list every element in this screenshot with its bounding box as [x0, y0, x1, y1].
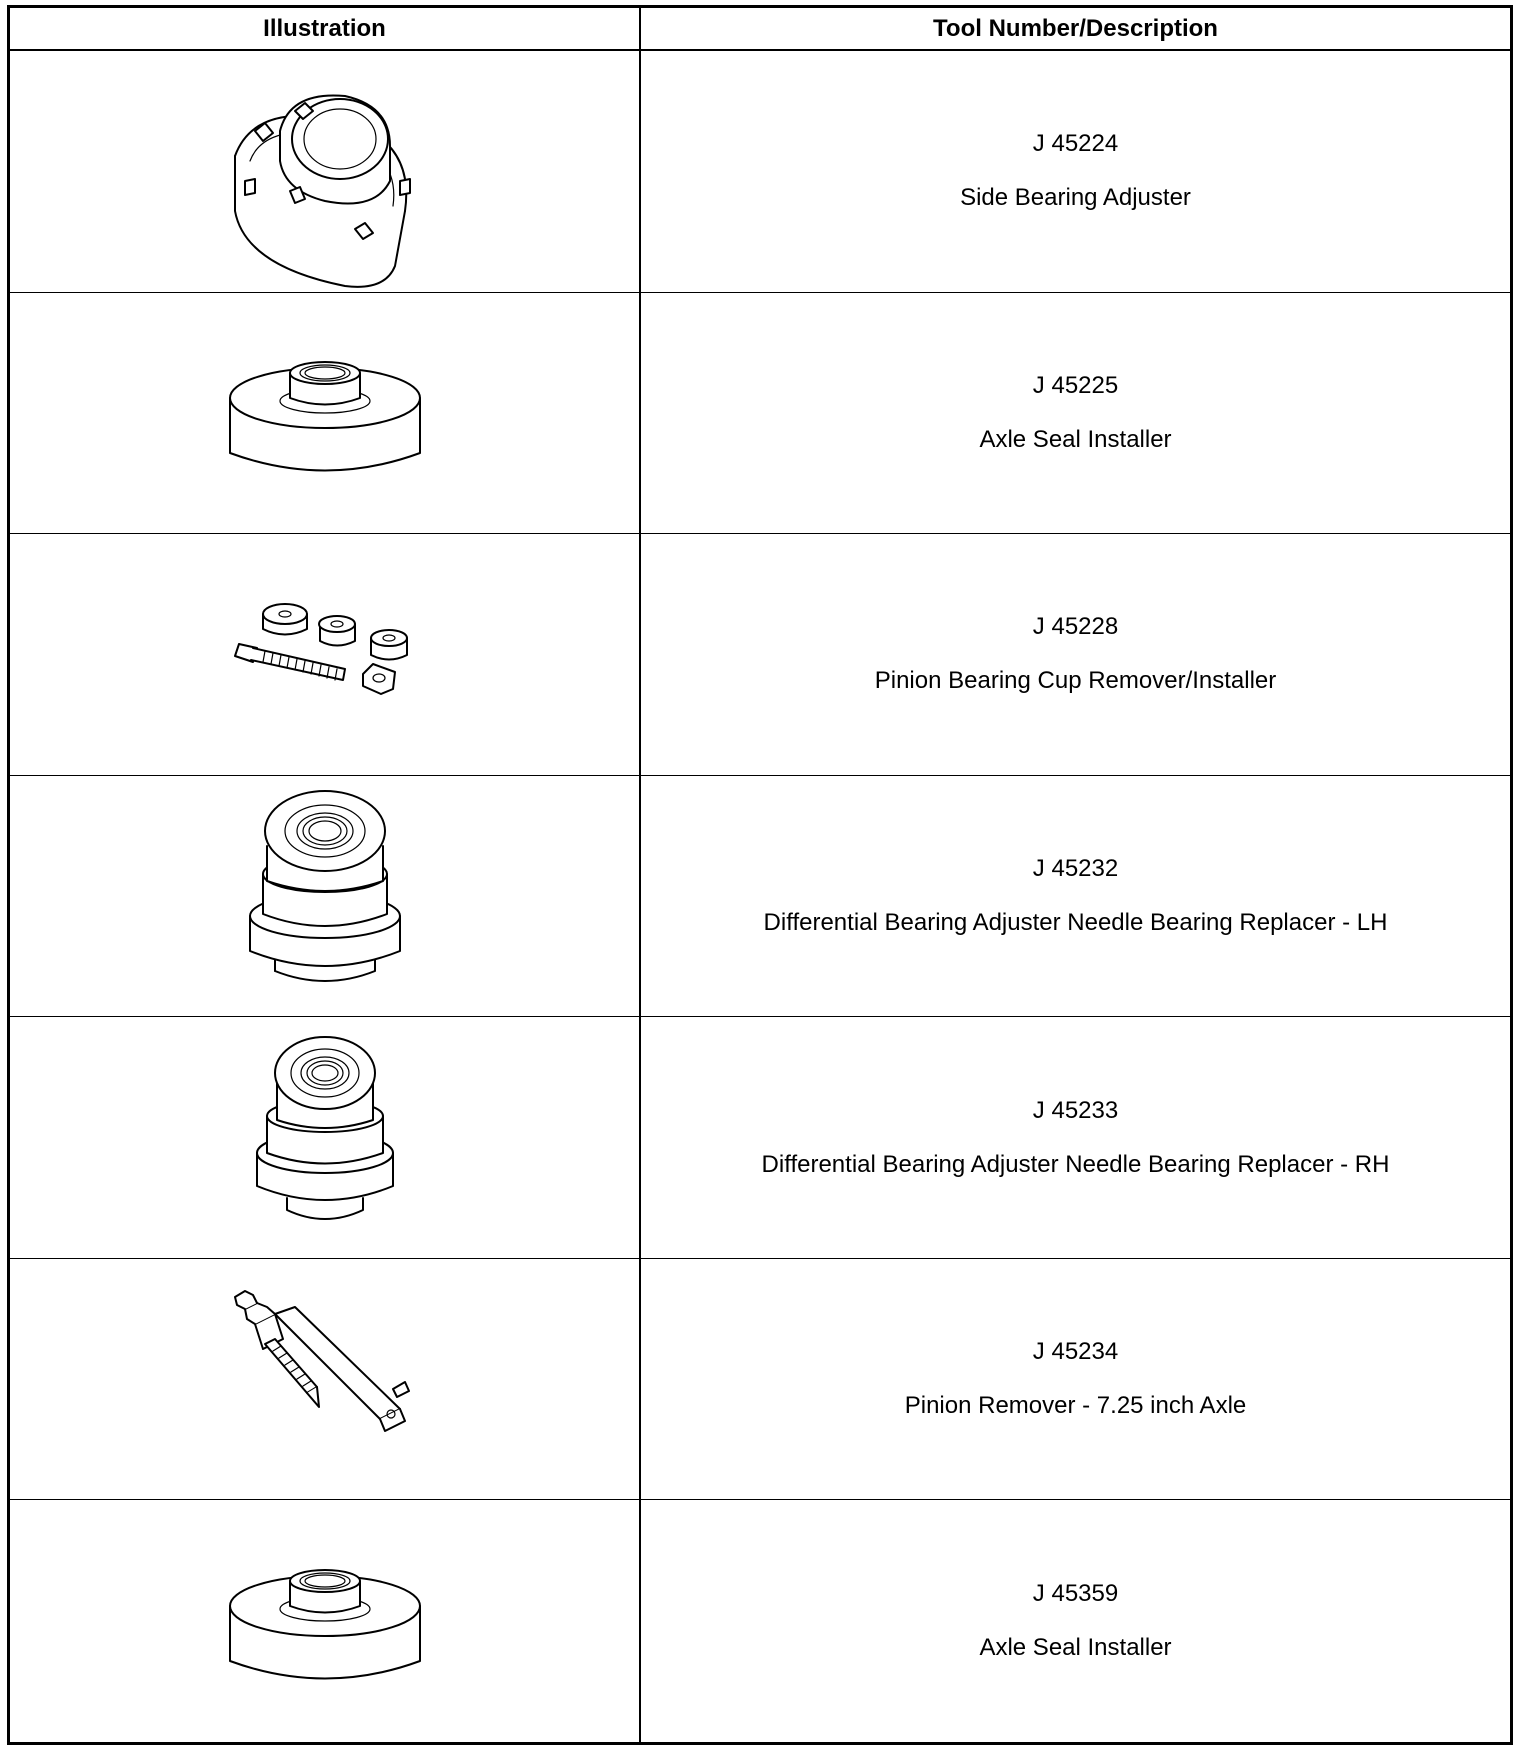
special-tools-table: [7, 5, 1513, 1745]
illustration-cell: [10, 51, 641, 293]
header-tool-number-description: Tool Number/Description: [641, 8, 1510, 51]
tool-description-cell: [641, 51, 1510, 293]
needle-bearing-replacer-rh-icon: [195, 1028, 455, 1248]
tool-description: Side Bearing Adjuster: [960, 184, 1191, 212]
tool-number: J 45228: [1032, 613, 1119, 641]
tool-number: J 45359: [1032, 1580, 1119, 1608]
tool-description: Differential Bearing Adjuster Needle Bearing Replacer - RH: [761, 1150, 1390, 1178]
tool-number: J 45233: [1032, 1096, 1119, 1124]
side-bearing-adjuster-icon: [195, 61, 455, 281]
tool-description-cell: [641, 776, 1510, 1018]
pinion-bearing-cup-remover-installer-icon: [195, 544, 455, 764]
tool-number: J 45232: [1032, 854, 1119, 882]
tool-description-cell: [641, 293, 1510, 535]
header-illustration: Illustration: [10, 8, 641, 51]
tool-description-cell: [641, 1500, 1510, 1742]
axle-seal-installer-icon: [195, 1511, 455, 1731]
tool-description: Axle Seal Installer: [979, 1634, 1172, 1662]
tool-description: Pinion Remover - 7.25 inch Axle: [904, 1392, 1247, 1420]
tool-number: J 45225: [1032, 371, 1119, 399]
tool-number: J 45234: [1032, 1338, 1119, 1366]
tool-description: Axle Seal Installer: [979, 425, 1172, 453]
illustration-cell: [10, 534, 641, 776]
tool-description-cell: [641, 1017, 1510, 1259]
illustration-cell: [10, 293, 641, 535]
pinion-remover-icon: [195, 1269, 455, 1489]
tool-number: J 45224: [1032, 130, 1119, 158]
tool-description: Differential Bearing Adjuster Needle Bearing Replacer - LH: [763, 908, 1388, 936]
tool-description-cell: [641, 1259, 1510, 1501]
axle-seal-installer-icon: [195, 303, 455, 523]
tool-description-cell: [641, 534, 1510, 776]
illustration-cell: [10, 1259, 641, 1501]
needle-bearing-replacer-lh-icon: [195, 786, 455, 1006]
illustration-cell: [10, 1017, 641, 1259]
tool-description: Pinion Bearing Cup Remover/Installer: [874, 667, 1277, 695]
illustration-cell: [10, 1500, 641, 1742]
illustration-cell: [10, 776, 641, 1018]
